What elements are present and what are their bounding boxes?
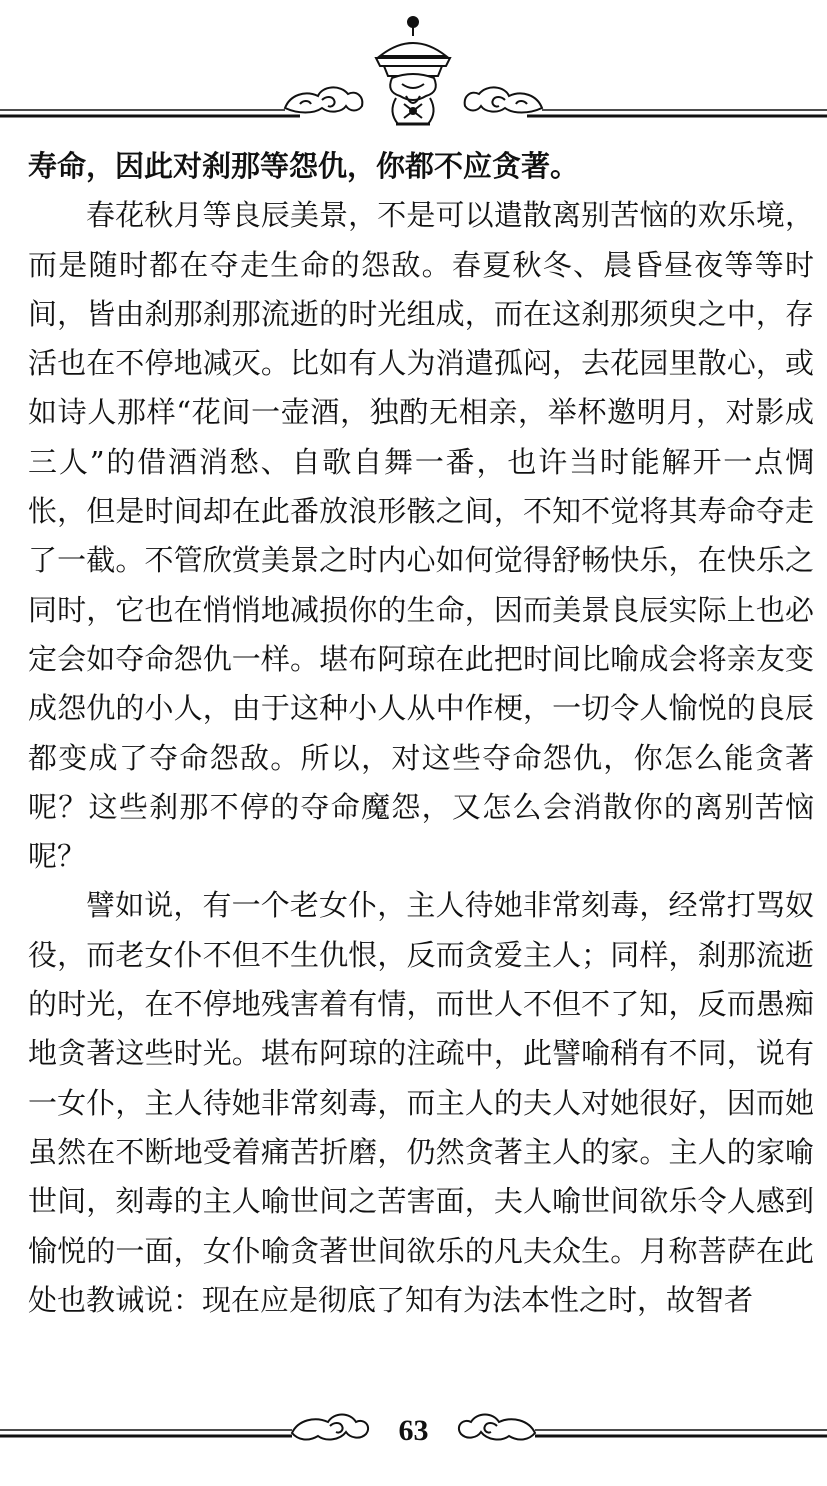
header-rule-left — [0, 110, 300, 116]
canopy-knot-emblem-icon — [376, 17, 450, 124]
header-rule-right — [527, 110, 827, 116]
body-text — [28, 142, 814, 1325]
page-number: 63 — [398, 1414, 429, 1447]
paragraph-1: 春花秋月等良辰美景，不是可以遣散离别苦恼的欢乐境，而是随时都在夺走生命的怨敌。春夏秋冬、晨昏昼夜等等时间，皆由刹那刹那流逝的时光组成，而在这刹那须臾之中，存活也在不停地减灭。比如有人为消遣孤闷，去花园里散心，或如诗人那样“花间一壶酒，独酌无相亲，举杯邀明月，对影成三人”的借酒消愁、自歌自舞一番，也许当时能解开一点惆怅，但是时间却在此番放浪形骸之间，不知不觉将其寿命夺走了一截。不管欣赏美景之时内心如何觉得舒畅快乐，在快乐之同时，它也在悄悄地减损你的生命，因而美景良辰实际上也必定会如夺命怨仇一样。堪布阿琼在此把时间比喻成会将亲友变成怨仇的小人，由于这种小人从中作梗，一切令人愉悦的良辰都变成了夺命怨敌。所以，对这些夺命怨仇，你怎么能贪著呢？这些刹那不停的夺命魔怨，又怎么会消散你的离别苦恼呢？ — [28, 198, 814, 874]
paragraph-2: 譬如说，有一个老女仆，主人待她非常刻毒，经常打骂奴役，而老女仆不但不生仇恨，反而贪爱主人；同样，刹那流逝的时光，在不停地残害着有情，而世人不但不了知，反而愚痴地贪著这些时光。堪布阿琼的注疏中，此譬喻稍有不同，说有一女仆，主人待她非常刻毒，而主人的夫人对她很好，因而她虽然在不断地受着痛苦折磨，仍然贪著主人的家。主人的家喻世间，刻毒的主人喻世间之苦害面，夫人喻世间欲乐令人感到愉悦的一面，女仆喻贪著世间欲乐的凡夫众生。月称菩萨在此处也教诫说：现在应是彻底了知有为法本性之时，故智者 — [28, 888, 814, 1317]
header-ornament — [0, 0, 827, 140]
cloud-scroll-right-icon — [465, 87, 542, 112]
cloud-scroll-left-icon — [285, 87, 362, 112]
bold-opening-line: 寿命，因此对刹那等怨仇，你都不应贪著。 — [28, 149, 580, 183]
